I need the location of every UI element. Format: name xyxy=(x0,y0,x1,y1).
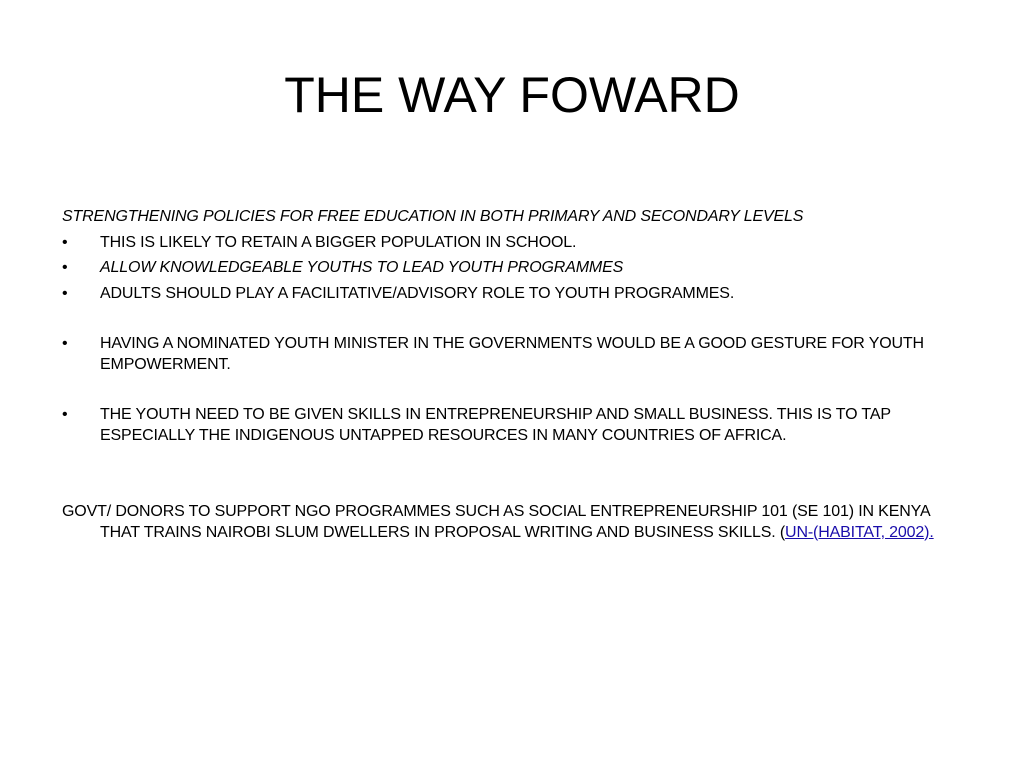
citation-link[interactable]: UN-(HABITAT, 2002). xyxy=(785,523,934,541)
bullet-item xyxy=(62,405,972,446)
slide-title: THE WAY FOWARD xyxy=(284,67,740,123)
bullet-icon: • xyxy=(62,259,68,276)
bullet-icon: • xyxy=(62,335,68,352)
closing-paragraph xyxy=(62,502,972,543)
bullet-text: ADULTS SHOULD PLAY A FACILITATIVE/ADVISORY ROLE TO YOUTH PROGRAMMES. xyxy=(100,284,735,302)
bullet-icon: • xyxy=(62,233,68,251)
bullet-text: HAVING A NOMINATED YOUTH MINISTER IN THE GOVERNMENTS WOULD BE A GOOD GESTURE FOR YOUTH EMPOWERMENT. xyxy=(100,335,924,373)
bullet-text: THIS IS LIKELY TO RETAIN A BIGGER POPULATION IN SCHOOL. xyxy=(100,233,577,251)
slide-body xyxy=(62,207,972,543)
bullet-text: ALLOW KNOWLEDGEABLE YOUTHS TO LEAD YOUTH PROGRAMMES xyxy=(100,259,624,276)
bullet-text: THE YOUTH NEED TO BE GIVEN SKILLS IN ENTREPRENEURSHIP AND SMALL BUSINESS. THIS IS TO TAP ESPECIALLY THE INDIGENOUS UNTAPPED RESOURCES IN MANY COUNTRIES OF AFRICA. xyxy=(100,406,891,444)
bullet-item xyxy=(62,233,972,254)
closing-text: GOVT/ DONORS TO SUPPORT NGO PROGRAMMES SUCH AS SOCIAL ENTREPRENEURSHIP 101 (SE 101) IN KENYA THAT TRAINS NAIROBI SLUM DWELLERS IN PROPOSAL WRITING AND BUSINESS SKILLS. ( xyxy=(62,503,930,541)
bullet-item xyxy=(62,258,972,279)
bullet-item xyxy=(62,334,972,375)
slide-heading: STRENGTHENING POLICIES FOR FREE EDUCATION IN BOTH PRIMARY AND SECONDARY LEVELS xyxy=(62,208,804,225)
bullet-icon: • xyxy=(62,284,68,302)
bullet-item xyxy=(62,284,972,305)
bullet-icon: • xyxy=(62,406,68,423)
